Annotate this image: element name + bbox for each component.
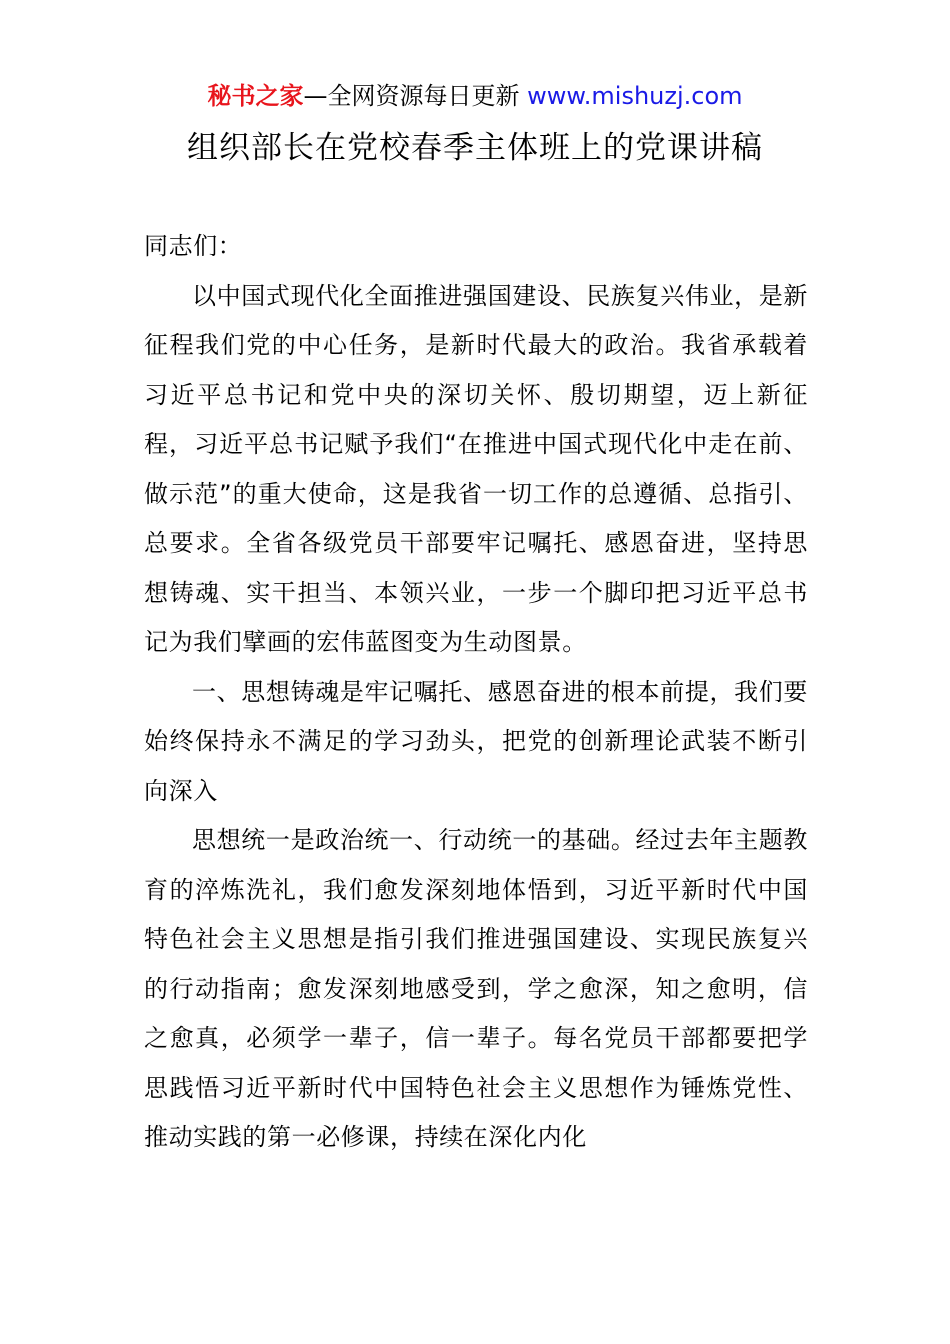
document-body xyxy=(144,222,808,1163)
document-title: 组织部长在党校春季主体班上的党课讲稿 xyxy=(187,130,763,166)
site-header xyxy=(0,80,950,112)
site-tagline: —全网资源每日更新 xyxy=(303,82,528,110)
section-heading-1: 一、思想铸魂是牢记嘱托、感恩奋进的根本前提，我们要始终保持永不满足的学习劲头，把党的创新理论武装不断引向深入 xyxy=(144,677,808,805)
site-url-link[interactable]: www.mishuzj.com xyxy=(527,82,743,110)
salutation: 同志们： xyxy=(144,232,243,260)
site-name: 秘书之家 xyxy=(207,82,304,110)
paragraph-intro: 以中国式现代化全面推进强国建设、民族复兴伟业，是新征程我们党的中心任务，是新时代最大的政治。我省承载着习近平总书记和党中央的深切关怀、殷切期望，迈上新征程，习近平总书记赋予我们“在推进中国式现代化中走在前、做示范”的重大使命，这是我省一切工作的总遵循、总指引、总要求。全省各级党员干部要牢记嘱托、感恩奋进，坚持思想铸魂、实干担当、本领兴业，一步一个脚印把习近平总书记为我们擘画的宏伟蓝图变为生动图景。 xyxy=(144,281,808,656)
paragraph-section-1: 思想统一是政治统一、行动统一的基础。经过去年主题教育的淬炼洗礼，我们愈发深刻地体悟到，习近平新时代中国特色社会主义思想是指引我们推进强国建设、实现民族复兴的行动指南；愈发深刻地感受到，学之愈深，知之愈明，信之愈真，必须学一辈子，信一辈子。每名党员干部都要把学思践悟习近平新时代中国特色社会主义思想作为锤炼党性、推动实践的第一必修课，持续在深化内化 xyxy=(144,826,808,1151)
